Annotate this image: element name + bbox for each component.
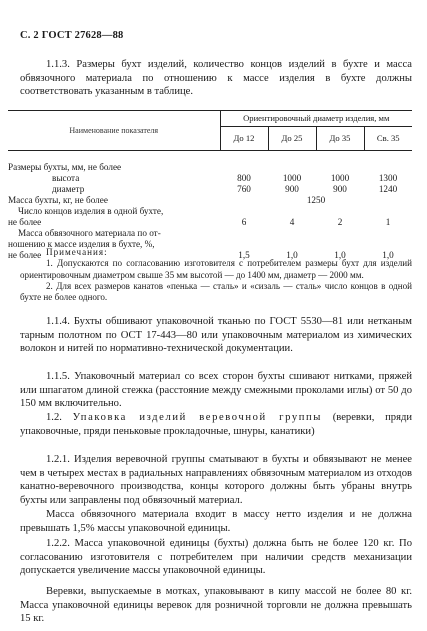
table-cell: 760	[237, 184, 251, 194]
paragraph-1-1-4: 1.1.4. Бухты обшивают упаковочной тканью по ГОСТ 5530—81 или нетканым тарным полотном по ОСТ 17-443—80 или упаковочным материалом из химических волокон и нитей по нормативно-технической документации.	[20, 316, 412, 355]
table-cell: 1,0	[334, 250, 346, 260]
table-cell: 1,5	[238, 250, 250, 260]
table-cell: 1,0	[286, 250, 298, 260]
row-label: высота	[52, 173, 80, 183]
table-cell: 1	[385, 217, 391, 227]
table-cell: 1300	[378, 173, 398, 183]
table-cell: 900	[285, 184, 299, 194]
table-group-header: Ориентировочный диаметр изделия, мм	[220, 111, 412, 127]
paragraph-1-2-1: 1.2.1. Изделия веревочной группы сматывают в бухты и обвязывают не менее чем в четырех местах в радиальных направлениях обвязочным материалом из отходов канатно-веревочного производства, концы которого должны быть убраны внутрь бухты или заправлены под обвязочный материал.	[20, 454, 412, 506]
table-row	[8, 162, 412, 173]
paragraph-1-1-3: 1.1.3. Размеры бухт изделий, количество концов изделий в бухте и масса обвязочного материала по отношению к массе изделия в бухте должны соответствовать указанным в таблице.	[20, 59, 412, 98]
paragraph-1-1-5: 1.1.5. Упаковочный материал со всех сторон бухты сшивают нитками, пряжей или шпагатом длиной стежка (расстояние между смежными проколами иглы) от 50 до 150 мм включительно.	[20, 371, 412, 410]
page-header: С. 2 ГОСТ 27628—88	[20, 30, 124, 41]
table-cell: 800	[237, 173, 251, 183]
paragraph-ropes: Веревки, выпускаемые в мотках, упаковывают в кипу массой не более 80 кг. Масса упаковочной единицы веревок для розничной торговли не должна превышать 15 кг.	[20, 586, 412, 625]
paragraph-mass: Масса обвязочного материала входит в массу нетто изделия и не должна превышать 1,5% массы упаковочной единицы.	[20, 509, 412, 534]
table-name-header: Наименование показателя	[8, 111, 220, 151]
spec-table	[8, 110, 412, 261]
row-label: Масса обвязочного материала по от-	[18, 228, 161, 238]
row-label: ношению к массе изделия в бухте, %,	[8, 239, 155, 249]
row-label: не более	[8, 250, 42, 260]
paragraph-1-2-2: 1.2.2. Масса упаковочной единицы (бухты) должна быть не более 120 кг. По согласованию изготовителя с потребителем при наличии средств механизации допускается увеличение массы упаковочной единицы.	[20, 538, 412, 577]
note-1: 1. Допускаются по согласованию изготовителя с потребителем размеры бухт для изделий ориентировочным диаметром свыше 35 мм высотой — до 1400 мм, диаметр — 2000 мм.	[20, 258, 412, 280]
table-row	[8, 184, 412, 195]
table-col-header: До 35	[316, 127, 364, 151]
table-cell: 1,0	[382, 250, 394, 260]
row-label: Размеры бухты, мм, не более	[8, 162, 122, 172]
table-cell: 4	[289, 217, 295, 227]
table-cell: 1240	[378, 184, 398, 194]
table-row	[8, 217, 412, 228]
table-row	[8, 228, 412, 239]
table-row	[8, 173, 412, 184]
table-col-header: До 25	[268, 127, 316, 151]
table-cell: 6	[241, 217, 247, 227]
table-cell-merged: 1250	[306, 195, 326, 205]
table-cell: 1000	[330, 173, 350, 183]
table-cell: 1000	[282, 173, 302, 183]
note-2: 2. Для всех размеров канатов «пенька — сталь» и «сизаль — сталь» число концов в одной бухте не более одного.	[20, 280, 412, 303]
section-number: 1.2.	[46, 412, 62, 423]
section-title: Упаковка изделий веревочной группы	[72, 412, 322, 423]
table-row	[8, 195, 412, 206]
table-row	[8, 206, 412, 217]
notes-block	[20, 247, 412, 303]
table-cell: 2	[337, 217, 343, 227]
table-cell: 900	[333, 184, 347, 194]
row-label: не более	[8, 217, 42, 227]
row-label: Число концов изделия в одной бухте,	[18, 206, 164, 216]
notes-title: Примечания:	[46, 247, 108, 257]
section-title-rest: (веревки, пряди упаковочные, пряди пеньковые прокладочные, шнуры, канатики)	[20, 412, 413, 437]
row-label: Масса бухты, кг, не более	[8, 195, 108, 205]
table-col-header: До 12	[220, 127, 268, 151]
paragraph-1-2	[20, 411, 412, 438]
row-label: диаметр	[52, 184, 85, 194]
table-col-header: Св. 35	[364, 127, 412, 151]
